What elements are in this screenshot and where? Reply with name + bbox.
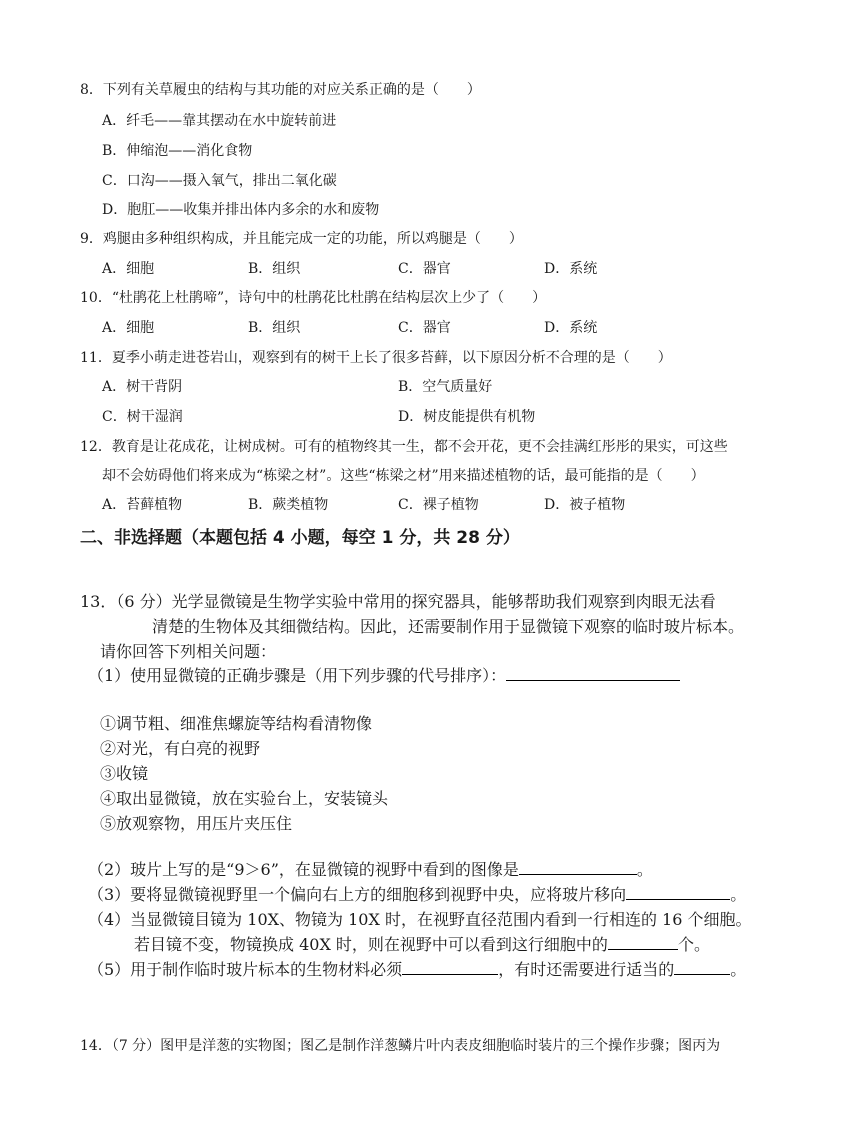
q13-part5 [88, 958, 746, 982]
q13-part2 [88, 858, 653, 882]
q13-part3 [88, 883, 746, 907]
q9-stem: 9．鸡腿由多种组织构成，并且能完成一定的功能，所以鸡腿是（ ） [80, 231, 523, 247]
q9-option-b: B．组织 [248, 261, 301, 277]
q13-step-1: ①调节粗、细准焦螺旋等结构看清物像 [100, 714, 373, 733]
q10-option-d: D．系统 [544, 320, 598, 336]
q13-step-3: ③收镜 [100, 764, 149, 783]
q8-option-b: B．伸缩泡——消化食物 [102, 143, 253, 159]
q13-part2-end: 。 [636, 860, 653, 879]
q13-intro-line2: 清楚的生物体及其细微结构。因此，还需要制作用于显微镜下观察的临时玻片标本。 [152, 617, 745, 636]
q12-stem-line2: 却不会妨碍他们将来成为“栋梁之材”。这些“栋梁之材”用来描述植物的话，最可能指的是（ ） [102, 468, 705, 484]
q13-part4-end: 个。 [677, 935, 710, 954]
q11-option-a: A．树干背阴 [102, 379, 183, 395]
q8-stem: 8．下列有关草履虫的结构与其功能的对应关系正确的是（ ） [80, 82, 481, 98]
q13-part4-line2 [134, 933, 710, 957]
q13-intro-line1: 13．（6 分）光学显微镜是生物学实验中常用的探究器具，能够帮助我们观察到肉眼无法看 [80, 592, 716, 611]
q9-option-c: C．器官 [398, 261, 451, 277]
q12-option-a: A．苔藓植物 [102, 497, 183, 513]
q11-option-b: B．空气质量好 [398, 379, 493, 395]
section-heading: 二、非选择题（本题包括 4 小题，每空 1 分，共 28 分） [80, 528, 520, 548]
q13-part2-text: （2）玻片上写的是“9＞6”，在显微镜的视野中看到的图像是 [88, 860, 519, 879]
q8-option-a: A．纤毛——靠其摆动在水中旋转前进 [102, 113, 337, 129]
q13-part3-end: 。 [730, 885, 747, 904]
q13-step-5: ⑤放观察物，用压片夹压住 [100, 814, 293, 833]
q13-part1-answer-blank[interactable] [506, 664, 680, 681]
q14-stem: 14．（7 分）图甲是洋葱的实物图；图乙是制作洋葱鳞片叶内表皮细胞临时装片的三个操作步骤；图丙为 [80, 1038, 721, 1054]
q11-stem: 11．夏季小萌走进苍岩山，观察到有的树干上长了很多苔藓，以下原因分析不合理的是（ ） [80, 350, 672, 366]
q10-option-c: C．器官 [398, 320, 451, 336]
q10-option-a: A．细胞 [102, 320, 155, 336]
q12-option-c: C．裸子植物 [398, 497, 479, 513]
q8-option-c: C．口沟——摄入氧气，排出二氧化碳 [102, 173, 337, 189]
q13-step-4: ④取出显微镜，放在实验台上，安装镜头 [100, 789, 389, 808]
q13-part3-text: （3）要将显微镜视野里一个偏向右上方的细胞移到视野中央，应将玻片移向 [88, 885, 627, 904]
q13-part1-text: （1）使用显微镜的正确步骤是（用下列步骤的代号排序）： [88, 666, 507, 685]
q10-option-b: B．组织 [248, 320, 301, 336]
q12-stem-line1: 12．教育是让花成花，让树成树。可有的植物终其一生，都不会开花，更不会挂满红彤彤的果实，可这些 [80, 439, 728, 455]
q13-part3-answer-blank[interactable] [626, 883, 730, 900]
q13-part5-answer-blank-2[interactable] [674, 958, 730, 975]
q12-option-b: B．蕨类植物 [248, 497, 329, 513]
q13-part5-answer-blank-1[interactable] [402, 958, 498, 975]
q11-option-d: D．树皮能提供有机物 [398, 409, 536, 425]
q13-part4-answer-blank[interactable] [608, 933, 678, 950]
q9-option-d: D．系统 [544, 261, 598, 277]
q10-stem: 10．“杜鹃花上杜鹃啼”，诗句中的杜鹃花比杜鹃在结构层次上少了（ ） [80, 290, 547, 306]
q13-part1 [88, 664, 680, 688]
q13-step-2: ②对光，有白亮的视野 [100, 739, 261, 758]
q9-option-a: A．细胞 [102, 261, 155, 277]
q8-option-d: D．胞肛——收集并排出体内多余的水和废物 [102, 202, 380, 218]
q13-part2-answer-blank[interactable] [519, 858, 637, 875]
q12-option-d: D．被子植物 [544, 497, 626, 513]
q11-option-c: C．树干湿润 [102, 409, 183, 425]
q13-part4-text: 若目镜不变，物镜换成 40X 时，则在视野中可以看到这行细胞中的 [134, 935, 608, 954]
q13-part5-text-b: ，有时还需要进行适当的 [498, 960, 675, 979]
q13-part5-text-a: （5）用于制作临时玻片标本的生物材料必须 [88, 960, 403, 979]
q13-part5-end: 。 [730, 960, 747, 979]
q13-intro-line3: 请你回答下列相关问题： [100, 642, 277, 661]
q13-part4-line1: （4）当显微镜目镜为 10X、物镜为 10X 时，在视野直径范围内看到一行相连的 16 个细胞。 [88, 910, 752, 929]
